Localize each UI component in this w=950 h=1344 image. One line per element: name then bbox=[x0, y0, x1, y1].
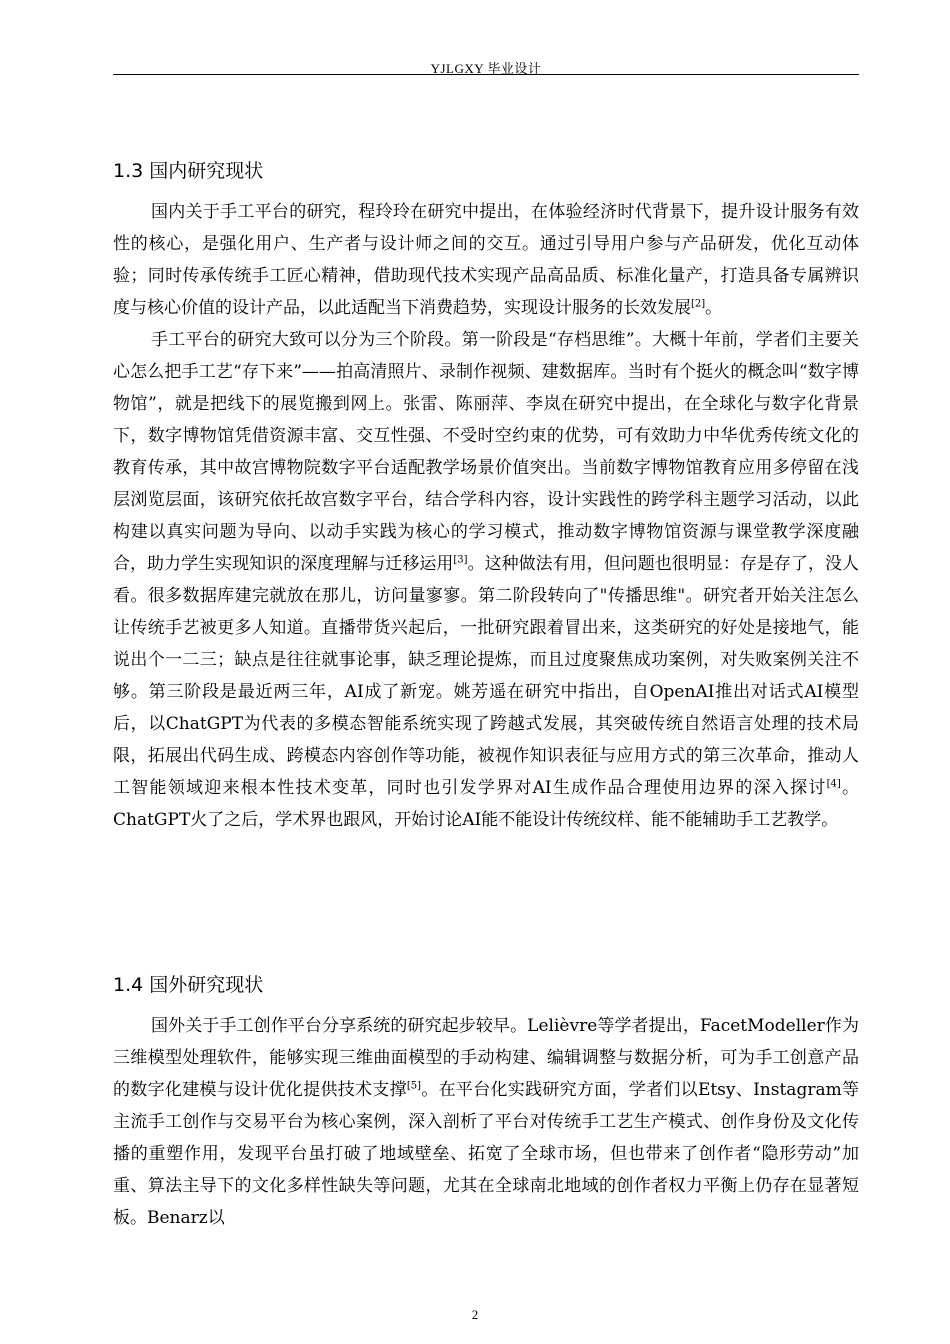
section-heading-1-3: 1.3 国内研究现状 bbox=[113, 160, 264, 182]
paragraph-text: 手工平台的研究大致可以分为三个阶段。第一阶段是“存档思维”。大概十年前，学者们主要关心怎么把手工艺“存下来”——拍高清照片、录制作视频、建数据库。当时有个挺火的概念叫“数字博物馆”，就是把线下的展览搬到网上。张雷、陈丽萍、李岚在研究中提出，在全球化与数字化背景下，数字博物馆凭借资源丰富、交互性强、不受时空约束的优势，可有效助力中华优秀传统文化的教育传承，其中故宫博物院数字平台适配教学场景价值突出。当前数字博物馆教育应用多停留在浅层浏览层面，该研究依托故宫数字平台，结合学科内容，设计实践性的跨学科主题学习活动，以此构建以真实问题为导向、以动手实践为核心的学习模式，推动数字博物馆资源与课堂教学深度融合，助力学生实现知识的深度理解与迁移运用 bbox=[113, 330, 859, 574]
citation-ref: [3] bbox=[453, 554, 468, 566]
paragraph bbox=[113, 324, 859, 836]
section-body-1-3 bbox=[113, 196, 859, 836]
citation-ref: [4] bbox=[826, 778, 841, 790]
paragraph bbox=[113, 196, 859, 324]
page-number: 2 bbox=[471, 1307, 479, 1322]
paragraph-text: 。 bbox=[705, 298, 723, 318]
citation-ref: [5] bbox=[406, 1080, 422, 1092]
citation-ref: [2] bbox=[691, 298, 706, 310]
paragraph-text: 国内关于手工平台的研究，程玲玲在研究中提出，在体验经济时代背景下，提升设计服务有效性的核心，是强化用户、生产者与设计师之间的交互。通过引导用户参与产品研发，优化互动体验；同时传承传统手工匠心精神，借助现代技术实现产品高品质、标准化量产，打造具备专属辨识度与核心价值的设计产品，以此适配当下消费趋势，实现设计服务的长效发展 bbox=[113, 202, 859, 318]
running-header: YJLGXY 毕业设计 bbox=[430, 61, 542, 76]
section-body-1-4 bbox=[113, 1010, 859, 1234]
paragraph-text: 国外关于手工创作平台分享系统的研究起步较早。Lelièvre等学者提出，FacetModeller作为三维模型处理软件，能够实现三维曲面模型的手动构建、编辑调整与数据分析，可为手工创意产品的数字化建模与设计优化提供技术支撑 bbox=[113, 1016, 859, 1100]
paragraph-text: 。ChatGPT火了之后，学术界也跟风，开始讨论AI能不能设计传统纹样、能不能辅助手工艺教学。 bbox=[113, 778, 859, 830]
section-heading-1-4: 1.4 国外研究现状 bbox=[113, 974, 264, 996]
paragraph-text: 。在平台化实践研究方面，学者们以Etsy、Instagram等主流手工创作与交易平台为核心案例，深入剖析了平台对传统手工艺生产模式、创作身份及文化传播的重塑作用，发现平台虽打破了地域壁垒、拓宽了全球市场，但也带来了创作者“隐形劳动”加重、算法主导下的文化多样性缺失等问题，尤其在全球南北地域的创作者权力平衡上仍存在显著短板。Benarz以 bbox=[113, 1080, 859, 1228]
paragraph bbox=[113, 1010, 859, 1234]
paragraph-text: 。这种做法有用，但问题也很明显：存是存了，没人看。很多数据库建完就放在那儿，访问量寥寥。第二阶段转向了"传播思维"。研究者开始关注怎么让传统手艺被更多人知道。直播带货兴起后，一批研究跟着冒出来，这类研究的好处是接地气，能说出个一二三；缺点是往往就事论事，缺乏理论提炼，而且过度聚焦成功案例，对失败案例关注不够。第三阶段是最近两三年，AI成了新宠。姚芳遥在研究中指出，自OpenAI推出对话式AI模型后，以ChatGPT为代表的多模态智能系统实现了跨越式发展，其突破传统自然语言处理的技术局限，拓展出代码生成、跨模态内容创作等功能，被视作知识表征与应用方式的第三次革命，推动人工智能领域迎来根本性技术变革，同时也引发学界对AI生成作品合理使用边界的深入探讨 bbox=[113, 554, 860, 798]
header-rule bbox=[113, 74, 859, 75]
